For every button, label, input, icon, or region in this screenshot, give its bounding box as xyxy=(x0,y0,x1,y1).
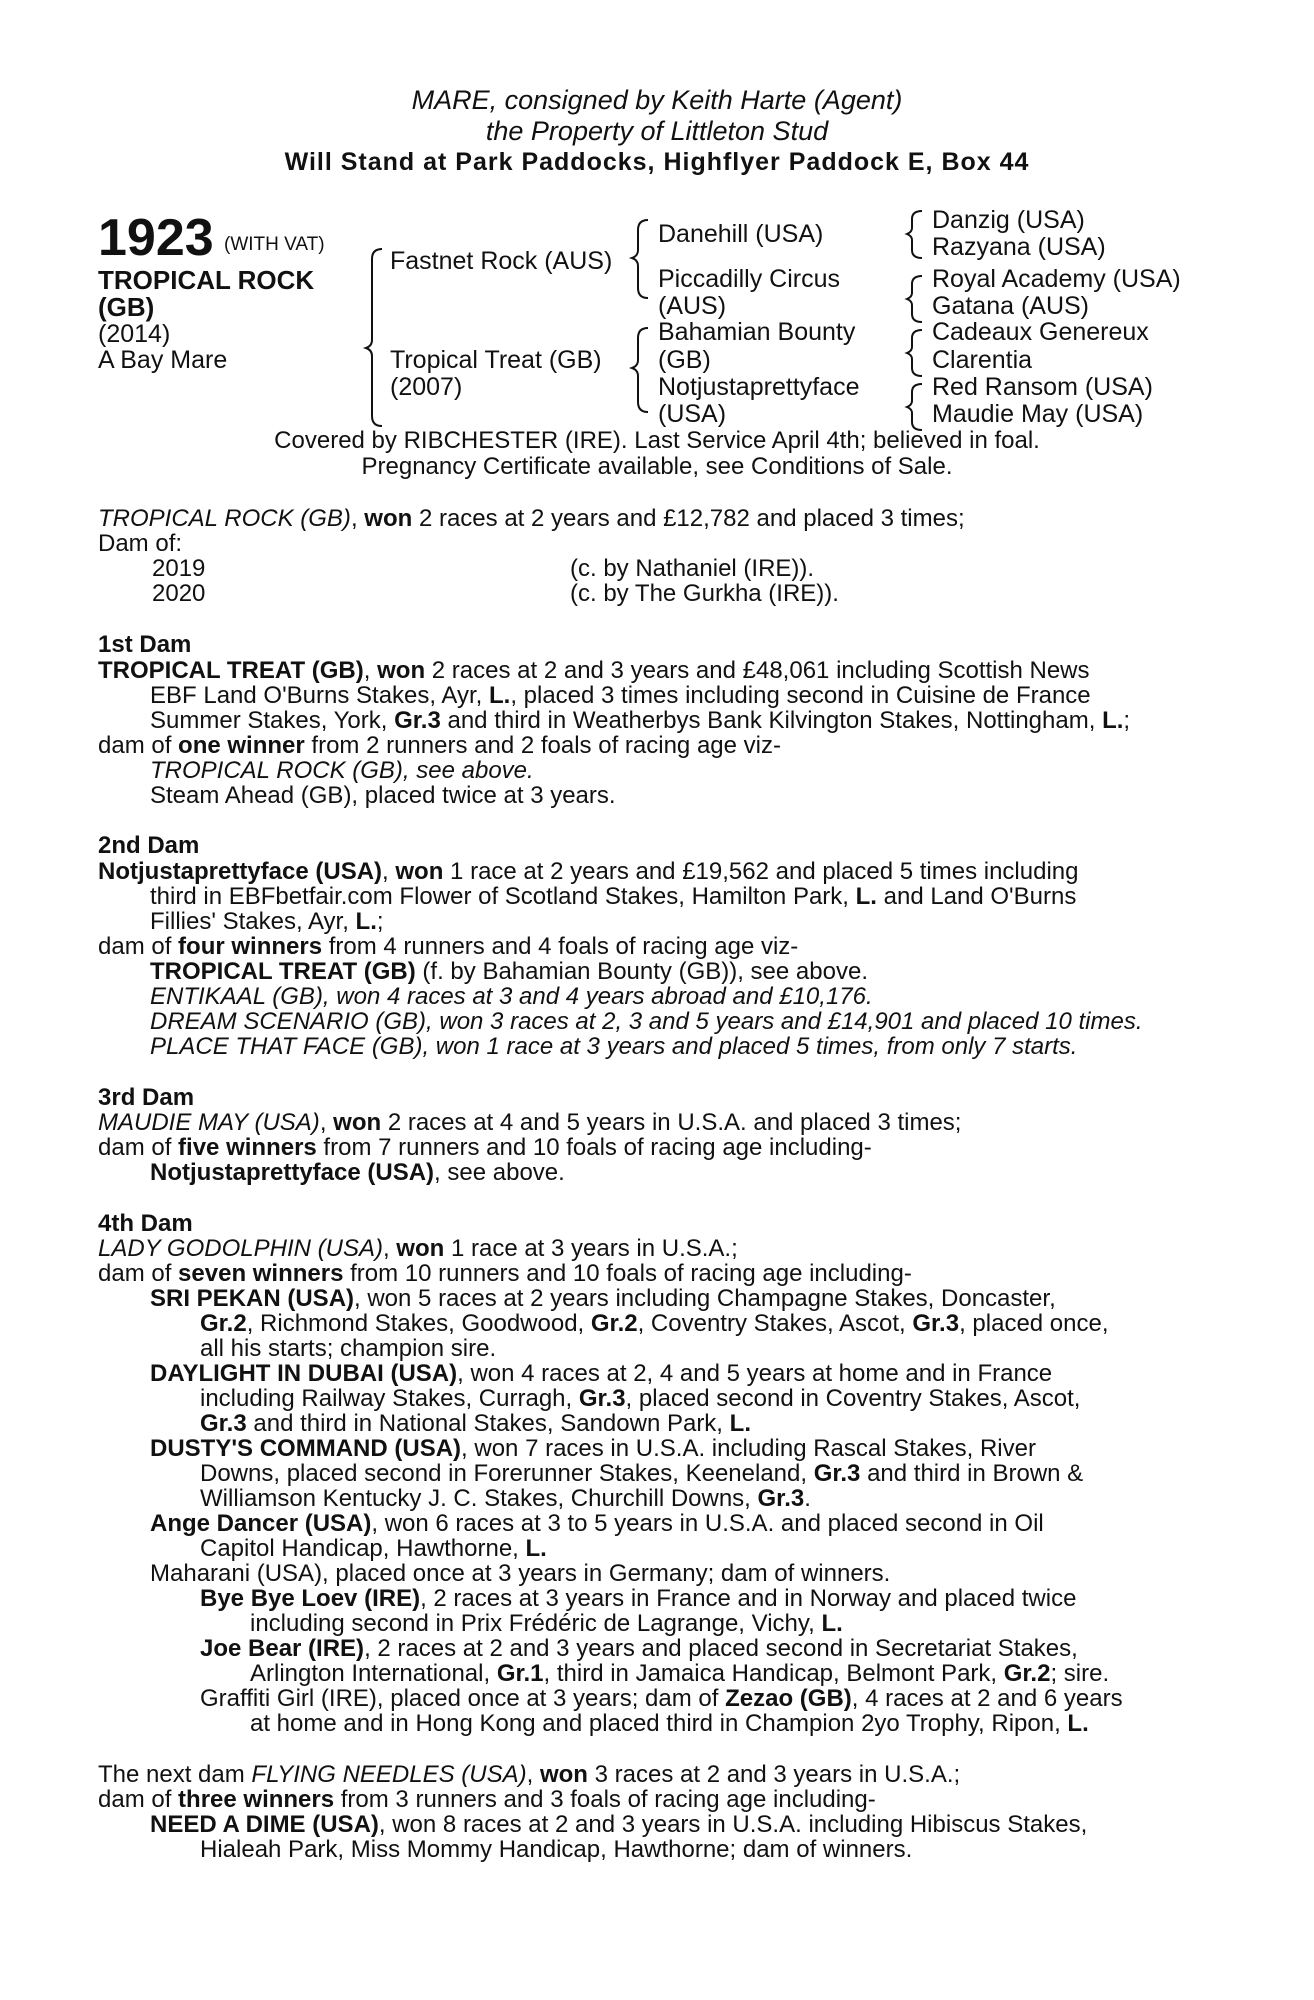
dam-dam: Notjustaprettyface xyxy=(658,373,860,401)
text-line: Joe Bear (IRE), 2 races at 2 and 3 years and placed second in Secretariat Stakes, xyxy=(200,1635,1078,1662)
property-line: the Property of Littleton Stud xyxy=(485,116,829,146)
text-line: DUSTY'S COMMAND (USA), won 7 races in U.S.A. including Rascal Stakes, River xyxy=(150,1435,1036,1462)
text-line: dam of four winners from 4 runners and 4 foals of racing age viz- xyxy=(98,933,799,960)
text-line: dam of seven winners from 10 runners and 10 foals of racing age including- xyxy=(98,1260,912,1287)
text-line: Notjustaprettyface (USA), see above. xyxy=(150,1159,565,1186)
text-line: ENTIKAAL (GB), won 4 races at 3 and 4 years abroad and £10,176. xyxy=(150,983,873,1010)
text-line: Fillies' Stakes, Ayr, L.; xyxy=(150,908,384,935)
sire: Fastnet Rock (AUS) xyxy=(390,247,613,275)
dsd: Clarentia xyxy=(932,346,1033,374)
text-line: DREAM SCENARIO (GB), won 3 races at 2, 3 and 5 years and £14,901 and placed 10 times. xyxy=(150,1008,1143,1035)
dam: Tropical Treat (GB) xyxy=(390,346,602,374)
produce-summary: TROPICAL ROCK (GB), won 2 races at 2 years and £12,782 and placed 3 times; xyxy=(98,505,965,532)
dam-of-label: Dam of: xyxy=(98,530,183,557)
text-line: dam of one winner from 2 runners and 2 foals of racing age viz- xyxy=(98,732,781,759)
vat-note: (WITH VAT) xyxy=(224,234,325,255)
dam-dam-origin: (USA) xyxy=(658,400,727,428)
text-line: PLACE THAT FACE (GB), won 1 race at 3 years and placed 5 times, from only 7 starts. xyxy=(150,1033,1078,1060)
text-line: LADY GODOLPHIN (USA), won 1 race at 3 years in U.S.A.; xyxy=(98,1235,738,1262)
pregnancy-note: Pregnancy Certificate available, see Conditions of Sale. xyxy=(361,453,953,480)
consignor-line: MARE, consigned by Keith Harte (Agent) xyxy=(411,85,903,115)
text-line: MAUDIE MAY (USA), won 2 races at 4 and 5 years in U.S.A. and placed 3 times; xyxy=(98,1109,962,1136)
text-line: Downs, placed second in Forerunner Stakes, Keeneland, Gr.3 and third in Brown & xyxy=(200,1460,1084,1487)
dam-year: (2007) xyxy=(390,373,463,401)
lot-number: 1923 xyxy=(98,209,214,267)
dss: Cadeaux Genereux xyxy=(932,318,1149,346)
text-line: including Railway Stakes, Curragh, Gr.3, placed second in Coventry Stakes, Ascot, xyxy=(200,1385,1081,1412)
dam-sire-origin: (GB) xyxy=(658,346,711,374)
produce-detail: (c. by The Gurkha (IRE)). xyxy=(570,580,839,607)
text-line: Notjustaprettyface (USA), won 1 race at 2 years and £19,562 and placed 5 times including xyxy=(98,858,1079,885)
text-line: SRI PEKAN (USA), won 5 races at 2 years including Champagne Stakes, Doncaster, xyxy=(150,1285,1056,1312)
sds: Royal Academy (USA) xyxy=(932,265,1181,293)
text-line: dam of three winners from 3 runners and 3 foals of racing age including- xyxy=(98,1786,876,1813)
text-line: EBF Land O'Burns Stakes, Ayr, L., placed 3 times including second in Cuisine de France xyxy=(150,682,1091,709)
sss: Danzig (USA) xyxy=(932,206,1085,234)
section-1st-dam: 1st Dam xyxy=(98,631,192,658)
text-line: TROPICAL TREAT (GB), won 2 races at 2 and 3 years and £48,061 including Scottish News xyxy=(98,657,1090,684)
text-line: Graffiti Girl (IRE), placed once at 3 years; dam of Zezao (GB), 4 races at 2 and 6 years xyxy=(200,1685,1123,1712)
stabling-line: Will Stand at Park Paddocks, Highflyer Paddock E, Box 44 xyxy=(284,148,1030,176)
text-line: Williamson Kentucky J. C. Stakes, Churchill Downs, Gr.3. xyxy=(200,1485,811,1512)
ddd: Maudie May (USA) xyxy=(932,400,1144,428)
text-line: The next dam FLYING NEEDLES (USA), won 3 races at 2 and 3 years in U.S.A.; xyxy=(98,1761,961,1788)
produce-detail: (c. by Nathaniel (IRE)). xyxy=(570,555,815,582)
ssd: Razyana (USA) xyxy=(932,233,1106,261)
text-line: DAYLIGHT IN DUBAI (USA), won 4 races at 2, 4 and 5 years at home and in France xyxy=(150,1360,1053,1387)
produce-year: 2019 xyxy=(152,555,206,582)
text-line: at home and in Hong Kong and placed third in Champion 2yo Trophy, Ripon, L. xyxy=(250,1710,1089,1737)
covering-note: Covered by RIBCHESTER (IRE). Last Service April 4th; believed in foal. xyxy=(274,427,1040,454)
text-line: third in EBFbetfair.com Flower of Scotland Stakes, Hamilton Park, L. and Land O'Burns xyxy=(150,883,1077,910)
text-line: Steam Ahead (GB), placed twice at 3 years. xyxy=(150,782,616,809)
sire-sire: Danehill (USA) xyxy=(658,220,824,248)
text-line: Maharani (USA), placed once at 3 years in Germany; dam of winners. xyxy=(150,1560,891,1587)
horse-name: TROPICAL ROCK xyxy=(98,265,315,295)
section-3rd-dam: 3rd Dam xyxy=(98,1084,195,1111)
text-line: Arlington International, Gr.1, third in Jamaica Handicap, Belmont Park, Gr.2; sire. xyxy=(250,1660,1110,1687)
section-2nd-dam: 2nd Dam xyxy=(98,832,200,859)
text-line: Ange Dancer (USA), won 6 races at 3 to 5 years in U.S.A. and placed second in Oil xyxy=(150,1510,1044,1537)
text-line: dam of five winners from 7 runners and 10 foals of racing age including- xyxy=(98,1134,872,1161)
text-line: TROPICAL TREAT (GB) (f. by Bahamian Bounty (GB)), see above. xyxy=(150,958,868,985)
foaling-year: (2014) xyxy=(98,320,171,348)
text-line: Capitol Handicap, Hawthorne, L. xyxy=(200,1535,547,1562)
text-line: Summer Stakes, York, Gr.3 and third in Weatherbys Bank Kilvington Stakes, Nottingham, L.; xyxy=(150,707,1131,734)
section-4th-dam: 4th Dam xyxy=(98,1210,193,1237)
text-line: NEED A DIME (USA), won 8 races at 2 and 3 years in U.S.A. including Hibiscus Stakes, xyxy=(150,1811,1088,1838)
produce-year: 2020 xyxy=(152,580,206,607)
text-line: all his starts; champion sire. xyxy=(200,1335,497,1362)
sire-dam-origin: (AUS) xyxy=(658,292,727,320)
sire-dam: Piccadilly Circus xyxy=(658,265,840,293)
text-line: TROPICAL ROCK (GB), see above. xyxy=(150,757,534,784)
text-line: Gr.3 and third in National Stakes, Sandown Park, L. xyxy=(200,1410,751,1437)
text-line: Hialeah Park, Miss Mommy Handicap, Hawthorne; dam of winners. xyxy=(200,1836,913,1863)
sdd: Gatana (AUS) xyxy=(932,292,1090,320)
horse-description: A Bay Mare xyxy=(98,346,228,374)
dam-sire: Bahamian Bounty xyxy=(658,318,856,346)
text-line: Gr.2, Richmond Stakes, Goodwood, Gr.2, Coventry Stakes, Ascot, Gr.3, placed once, xyxy=(200,1310,1109,1337)
horse-origin: (GB) xyxy=(98,292,155,322)
text-line: including second in Prix Frédéric de Lagrange, Vichy, L. xyxy=(250,1610,843,1637)
dds: Red Ransom (USA) xyxy=(932,373,1153,401)
text-line: Bye Bye Loev (IRE), 2 races at 3 years in France and in Norway and placed twice xyxy=(200,1585,1077,1612)
